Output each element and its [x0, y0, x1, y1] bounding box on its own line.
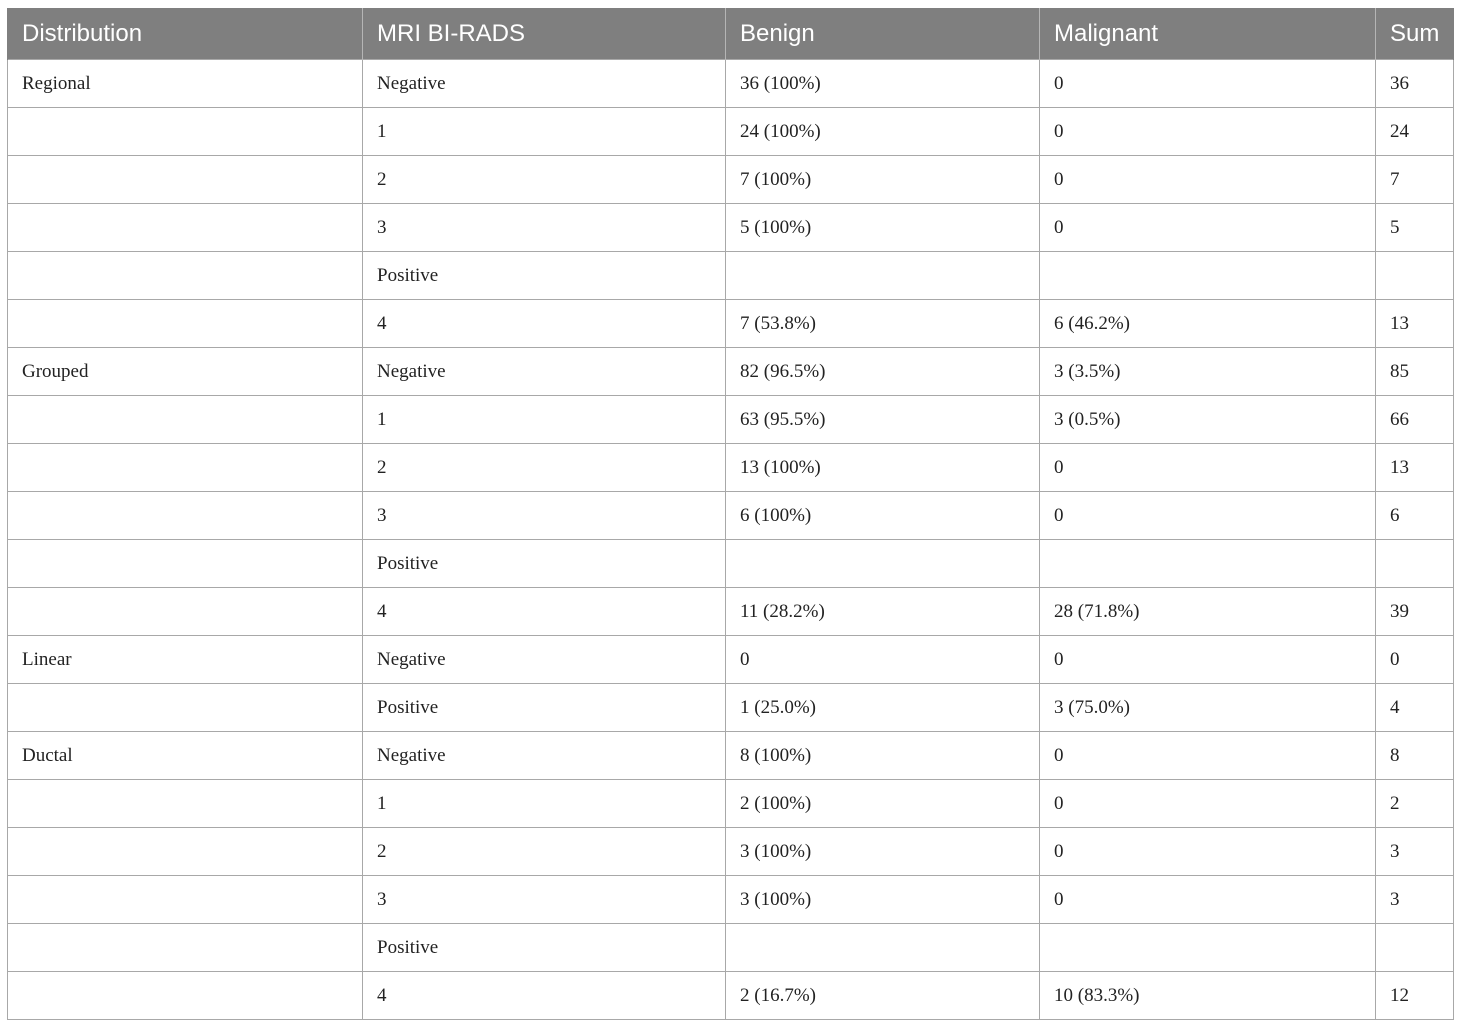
table-row: [8, 204, 1454, 252]
table-row: [8, 444, 1454, 492]
table-row: [8, 540, 1454, 588]
cell-malignant: 6 (46.2%): [1040, 300, 1376, 348]
cell-sum: 4: [1376, 684, 1454, 732]
cell-benign: 7 (53.8%): [726, 300, 1040, 348]
cell-malignant: 0: [1040, 732, 1376, 780]
cell-malignant: 0: [1040, 876, 1376, 924]
cell-malignant: 0: [1040, 636, 1376, 684]
cell-mri-bi-rads: 3: [363, 492, 726, 540]
cell-sum: 12: [1376, 972, 1454, 1020]
cell-sum: [1376, 252, 1454, 300]
cell-benign: 13 (100%): [726, 444, 1040, 492]
cell-sum: 39: [1376, 588, 1454, 636]
cell-distribution: [8, 396, 363, 444]
cell-sum: 2: [1376, 780, 1454, 828]
cell-malignant: 0: [1040, 780, 1376, 828]
cell-distribution: [8, 156, 363, 204]
cell-mri-bi-rads: 2: [363, 156, 726, 204]
cell-distribution: [8, 204, 363, 252]
cell-malignant: 0: [1040, 156, 1376, 204]
table-row: [8, 492, 1454, 540]
cell-malignant: 3 (0.5%): [1040, 396, 1376, 444]
cell-distribution: [8, 588, 363, 636]
cell-sum: 7: [1376, 156, 1454, 204]
table-row: [8, 156, 1454, 204]
cell-benign: 11 (28.2%): [726, 588, 1040, 636]
data-table-container: [7, 8, 1453, 1020]
table-row: [8, 636, 1454, 684]
cell-mri-bi-rads: 1: [363, 108, 726, 156]
cell-benign: 24 (100%): [726, 108, 1040, 156]
cell-mri-bi-rads: Positive: [363, 540, 726, 588]
cell-distribution: [8, 924, 363, 972]
cell-malignant: 0: [1040, 60, 1376, 108]
header-sum: Sum: [1376, 8, 1454, 60]
cell-benign: 8 (100%): [726, 732, 1040, 780]
cell-benign: 1 (25.0%): [726, 684, 1040, 732]
header-malignant: Malignant: [1040, 8, 1376, 60]
cell-sum: 13: [1376, 444, 1454, 492]
cell-malignant: 0: [1040, 444, 1376, 492]
cell-distribution: Grouped: [8, 348, 363, 396]
table-row: [8, 924, 1454, 972]
cell-malignant: [1040, 252, 1376, 300]
table-row: [8, 108, 1454, 156]
cell-sum: 85: [1376, 348, 1454, 396]
cell-sum: [1376, 924, 1454, 972]
cell-benign: 63 (95.5%): [726, 396, 1040, 444]
cell-distribution: Ductal: [8, 732, 363, 780]
cell-sum: 3: [1376, 828, 1454, 876]
table-row: [8, 588, 1454, 636]
cell-sum: 36: [1376, 60, 1454, 108]
table-row: [8, 684, 1454, 732]
cell-malignant: 0: [1040, 108, 1376, 156]
cell-malignant: 3 (3.5%): [1040, 348, 1376, 396]
cell-benign: 5 (100%): [726, 204, 1040, 252]
cell-distribution: [8, 252, 363, 300]
data-table: [7, 8, 1454, 1020]
table-header: [8, 8, 1454, 60]
cell-malignant: 0: [1040, 204, 1376, 252]
table-row: [8, 828, 1454, 876]
cell-distribution: Linear: [8, 636, 363, 684]
cell-sum: 3: [1376, 876, 1454, 924]
cell-mri-bi-rads: 3: [363, 876, 726, 924]
cell-sum: [1376, 540, 1454, 588]
cell-sum: 24: [1376, 108, 1454, 156]
table-row: [8, 300, 1454, 348]
cell-sum: 13: [1376, 300, 1454, 348]
cell-distribution: [8, 444, 363, 492]
cell-mri-bi-rads: 4: [363, 300, 726, 348]
cell-mri-bi-rads: Positive: [363, 252, 726, 300]
cell-distribution: [8, 828, 363, 876]
cell-mri-bi-rads: Negative: [363, 732, 726, 780]
cell-sum: 8: [1376, 732, 1454, 780]
cell-mri-bi-rads: 2: [363, 828, 726, 876]
cell-benign: [726, 924, 1040, 972]
header-benign: Benign: [726, 8, 1040, 60]
cell-malignant: 3 (75.0%): [1040, 684, 1376, 732]
cell-malignant: 28 (71.8%): [1040, 588, 1376, 636]
cell-distribution: [8, 972, 363, 1020]
cell-sum: 6: [1376, 492, 1454, 540]
table-row: [8, 348, 1454, 396]
cell-benign: 7 (100%): [726, 156, 1040, 204]
cell-mri-bi-rads: Negative: [363, 348, 726, 396]
cell-distribution: [8, 492, 363, 540]
cell-mri-bi-rads: 3: [363, 204, 726, 252]
cell-benign: 3 (100%): [726, 828, 1040, 876]
table-row: [8, 972, 1454, 1020]
cell-mri-bi-rads: 4: [363, 972, 726, 1020]
cell-mri-bi-rads: 2: [363, 444, 726, 492]
table-row: [8, 876, 1454, 924]
cell-benign: 82 (96.5%): [726, 348, 1040, 396]
cell-malignant: [1040, 924, 1376, 972]
cell-mri-bi-rads: Positive: [363, 684, 726, 732]
cell-mri-bi-rads: 4: [363, 588, 726, 636]
cell-malignant: 0: [1040, 828, 1376, 876]
cell-mri-bi-rads: Positive: [363, 924, 726, 972]
cell-mri-bi-rads: Negative: [363, 636, 726, 684]
header-row: [8, 8, 1454, 60]
cell-malignant: 0: [1040, 492, 1376, 540]
header-distribution: Distribution: [8, 8, 363, 60]
cell-mri-bi-rads: 1: [363, 396, 726, 444]
table-body: [8, 60, 1454, 1020]
table-row: [8, 780, 1454, 828]
cell-mri-bi-rads: 1: [363, 780, 726, 828]
cell-malignant: [1040, 540, 1376, 588]
cell-mri-bi-rads: Negative: [363, 60, 726, 108]
cell-distribution: [8, 780, 363, 828]
cell-sum: 66: [1376, 396, 1454, 444]
table-row: [8, 396, 1454, 444]
header-mri-bi-rads: MRI BI-RADS: [363, 8, 726, 60]
cell-malignant: 10 (83.3%): [1040, 972, 1376, 1020]
cell-distribution: [8, 684, 363, 732]
cell-benign: 6 (100%): [726, 492, 1040, 540]
cell-distribution: [8, 108, 363, 156]
table-row: [8, 60, 1454, 108]
cell-distribution: [8, 876, 363, 924]
cell-benign: 3 (100%): [726, 876, 1040, 924]
cell-benign: 36 (100%): [726, 60, 1040, 108]
cell-sum: 0: [1376, 636, 1454, 684]
table-row: [8, 732, 1454, 780]
cell-benign: 0: [726, 636, 1040, 684]
table-row: [8, 252, 1454, 300]
cell-distribution: [8, 540, 363, 588]
cell-benign: 2 (16.7%): [726, 972, 1040, 1020]
cell-benign: [726, 252, 1040, 300]
cell-benign: [726, 540, 1040, 588]
cell-sum: 5: [1376, 204, 1454, 252]
cell-distribution: Regional: [8, 60, 363, 108]
cell-distribution: [8, 300, 363, 348]
cell-benign: 2 (100%): [726, 780, 1040, 828]
